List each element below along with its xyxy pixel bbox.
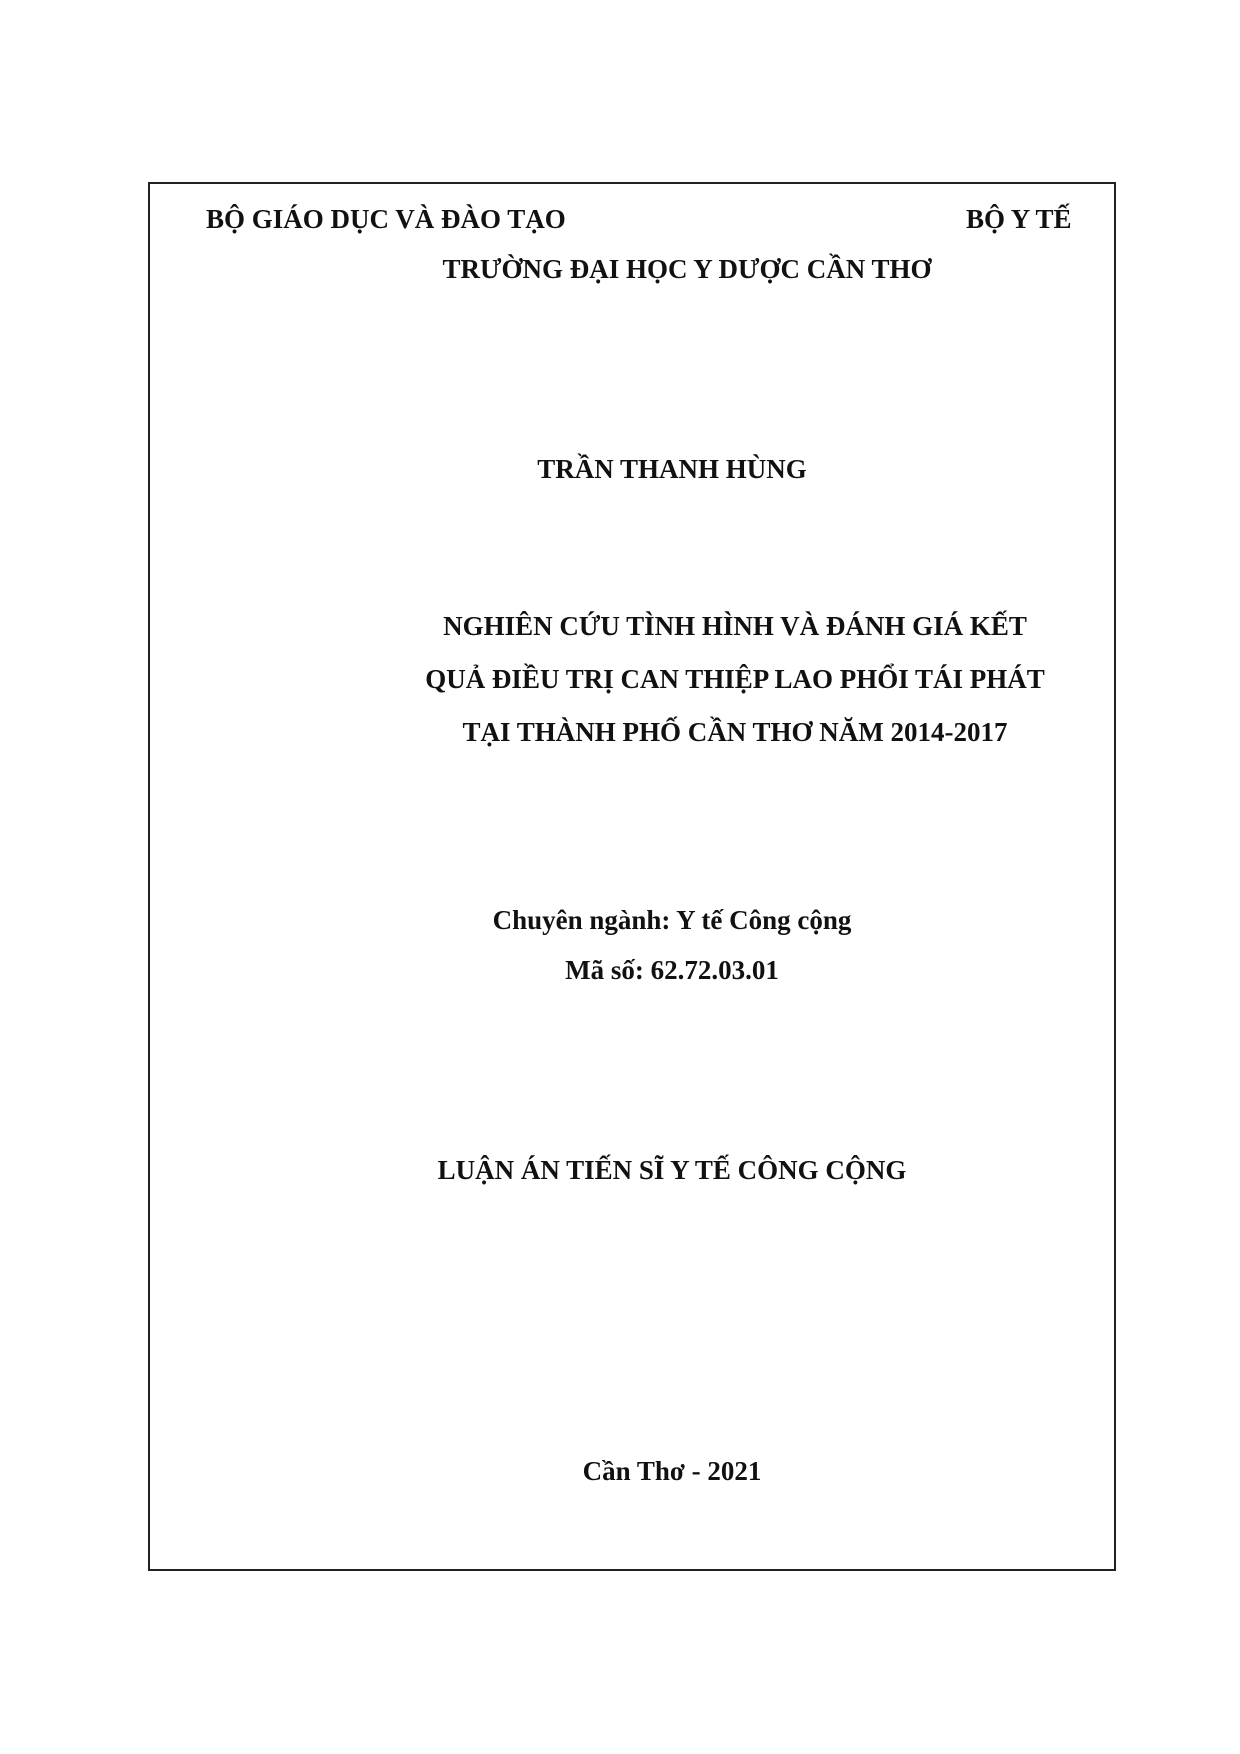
author-name: TRẦN THANH HÙNG — [537, 454, 807, 484]
page-border — [148, 182, 1116, 1571]
ministry-health-heading: BỘ Y TẾ — [966, 204, 1072, 234]
thesis-title-line-3: TẠI THÀNH PHỐ CẦN THƠ NĂM 2014-2017 — [462, 717, 1008, 747]
thesis-title — [370, 600, 1100, 759]
thesis-title-line-1: NGHIÊN CỨU TÌNH HÌNH VÀ ĐÁNH GIÁ KẾT — [443, 611, 1027, 641]
degree-type: LUẬN ÁN TIẾN SĨ Y TẾ CÔNG CỘNG — [437, 1155, 907, 1185]
place-and-year: Cần Thơ - 2021 — [582, 1456, 762, 1486]
ministry-education-heading: BỘ GIÁO DỤC VÀ ĐÀO TẠO — [206, 204, 566, 234]
university-name: TRƯỜNG ĐẠI HỌC Y DƯỢC CẦN THƠ — [442, 254, 932, 284]
major-field: Chuyên ngành: Y tế Công cộng — [492, 905, 852, 935]
major-code: Mã số: 62.72.03.01 — [565, 955, 779, 985]
thesis-title-line-2: QUẢ ĐIỀU TRỊ CAN THIỆP LAO PHỔI TÁI PHÁT — [425, 664, 1045, 694]
